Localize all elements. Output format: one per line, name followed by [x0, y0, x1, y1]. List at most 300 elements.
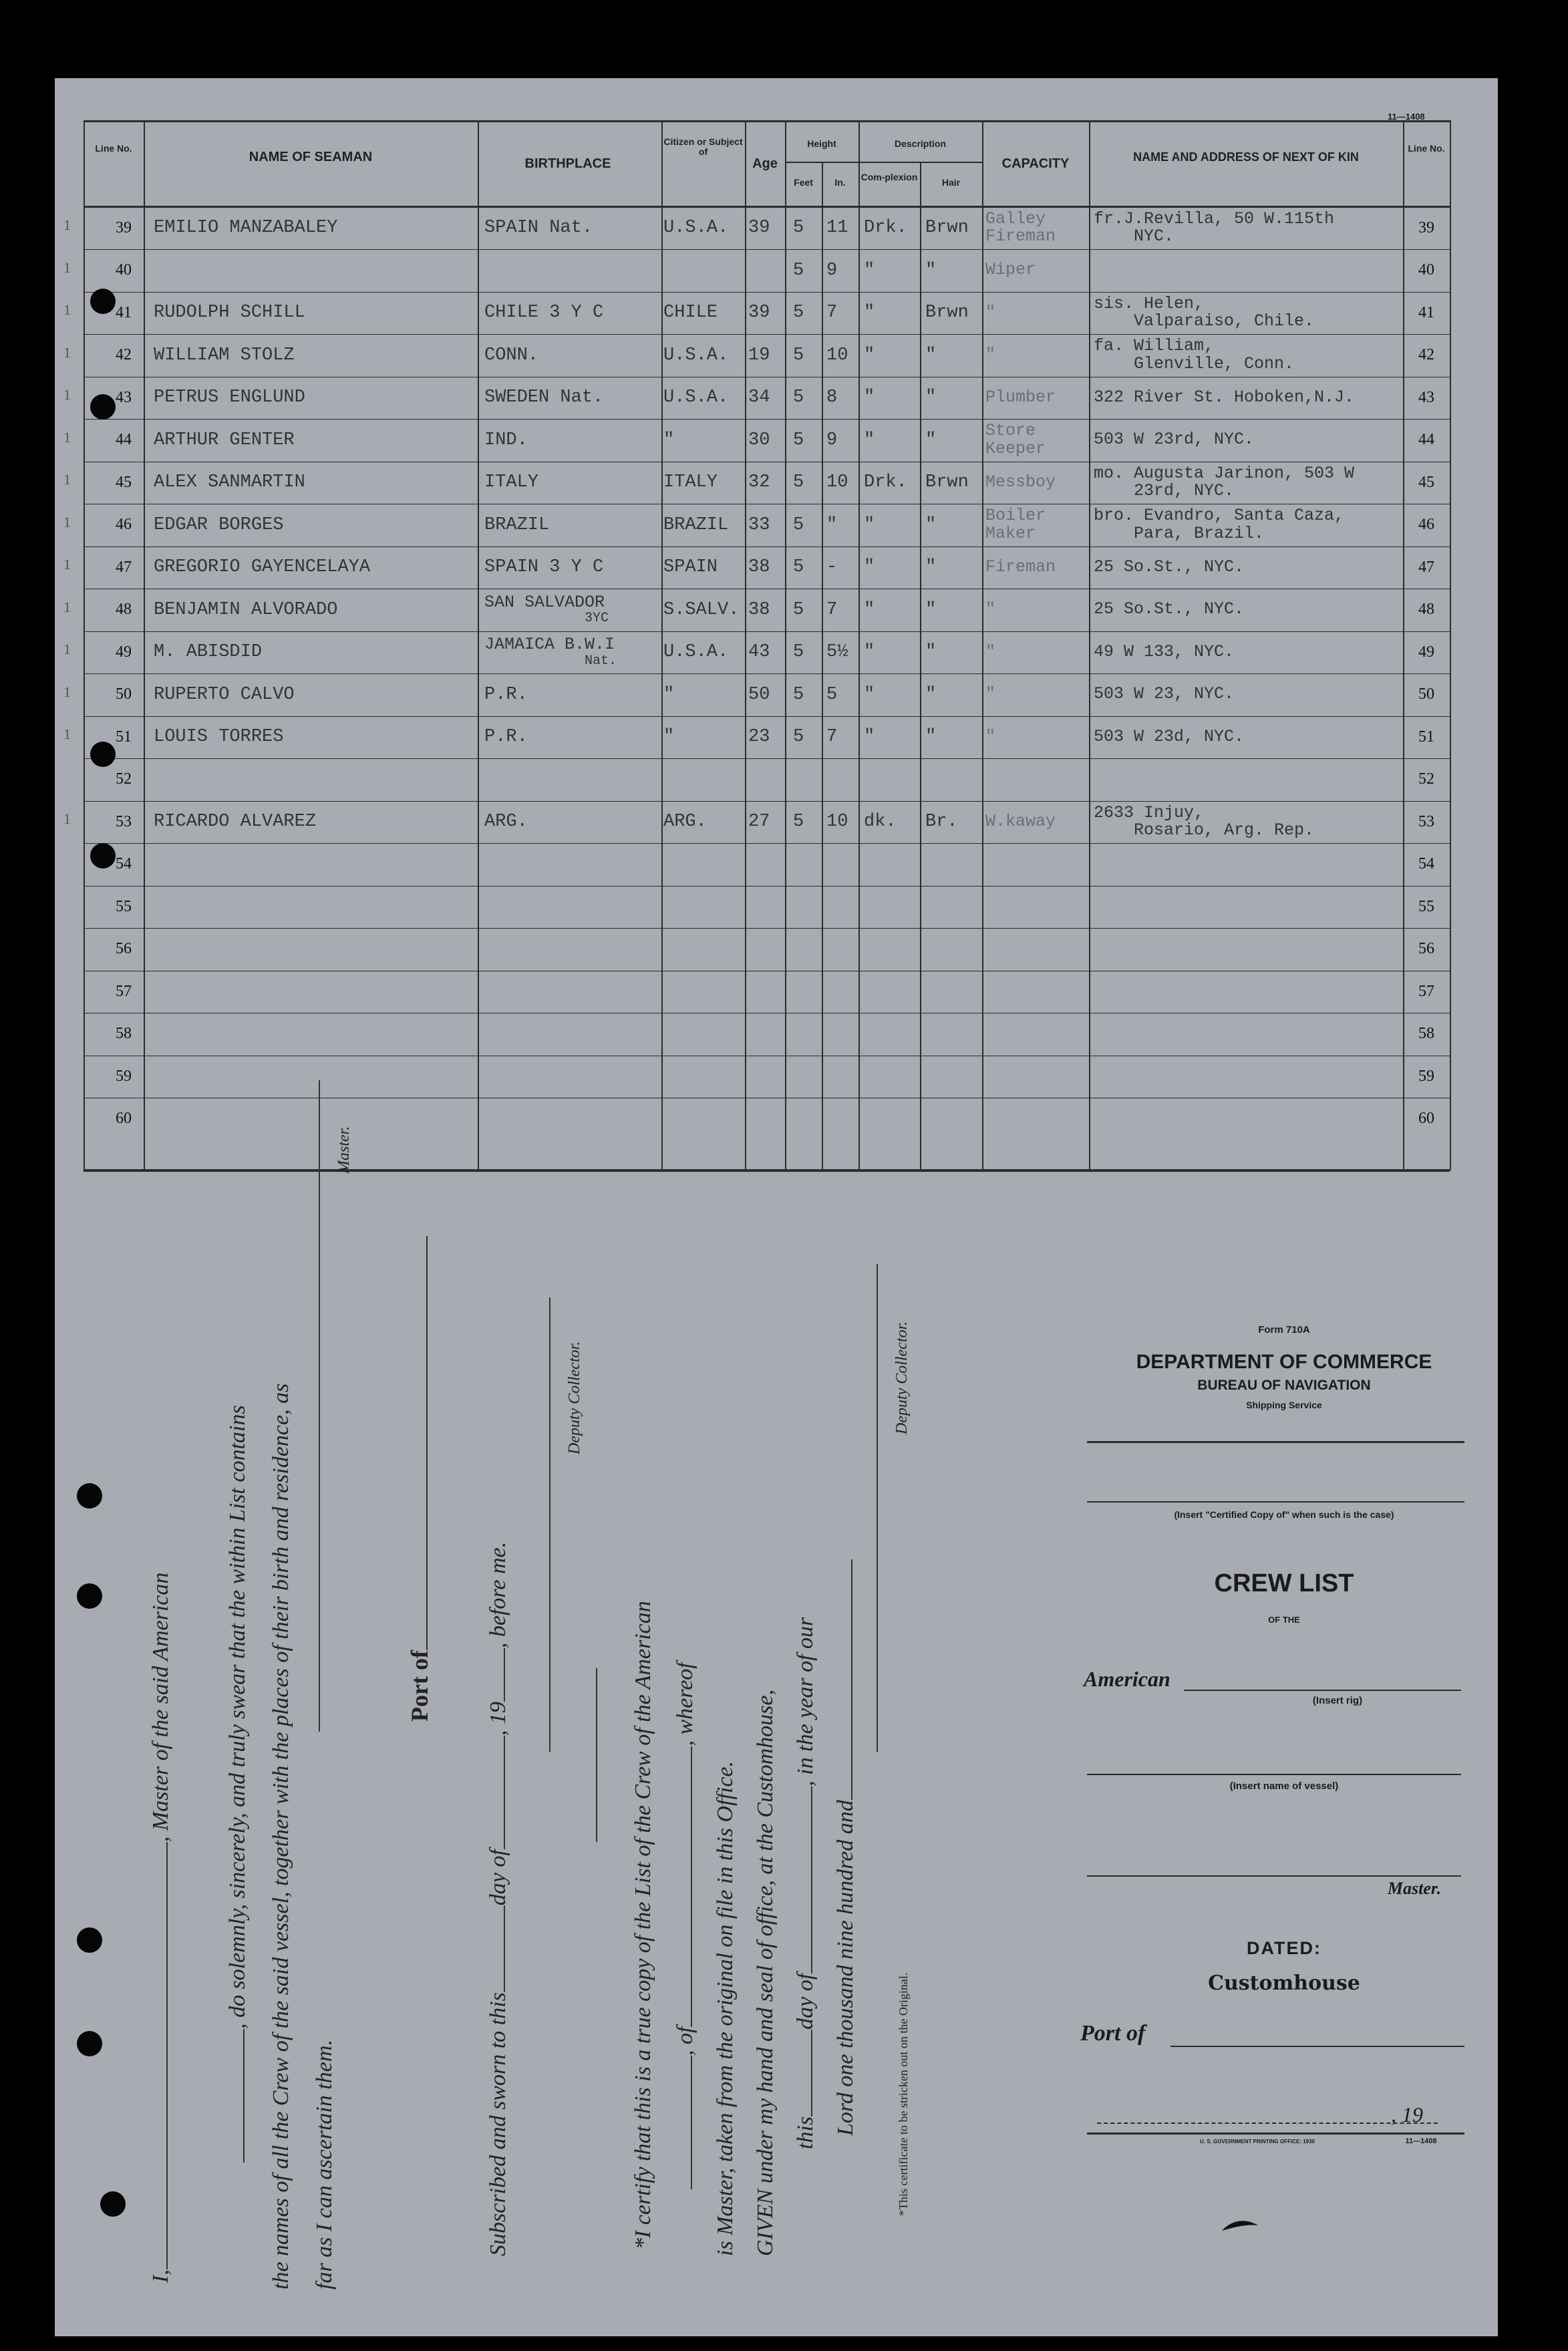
- cell-cit: BRAZIL: [663, 514, 729, 535]
- cell-next-of-kin: [1094, 1098, 1408, 1140]
- cell-capacity: [985, 1098, 1089, 1140]
- cell-comp: [864, 886, 920, 927]
- cell-comp: [864, 844, 920, 885]
- line-number-right: 44: [1418, 431, 1434, 448]
- header-citizen: Citizen or Subject of: [663, 136, 743, 157]
- cell-next-of-kin: [1094, 377, 1408, 418]
- cell-hair: ": [925, 642, 937, 662]
- cell-next-of-kin: [1094, 759, 1408, 800]
- line-number: 41: [116, 303, 132, 321]
- cell-next-of-kin: [1094, 801, 1408, 842]
- kin-kin1: fr.J.Revilla, 50 W.115th: [1094, 208, 1335, 228]
- cell-age: [748, 759, 785, 800]
- cell-birth: [484, 250, 661, 291]
- header-height: Height: [807, 138, 836, 149]
- cell-cit: [663, 844, 747, 885]
- table-row: [63, 589, 1473, 631]
- cell-in: 11: [826, 218, 848, 238]
- cell-cit: [663, 971, 747, 1012]
- form-number-top: 11—1408: [1388, 112, 1425, 122]
- capacity-cap1: ": [985, 345, 996, 365]
- capacity-cap1: Messboy: [985, 472, 1056, 492]
- line-number: 53: [116, 812, 132, 830]
- cell-comp: [864, 929, 920, 970]
- cell-name: [154, 1098, 474, 1140]
- cell-age: [748, 1013, 785, 1055]
- kin-kin1: 2633 Injuy,: [1094, 802, 1205, 822]
- line-number-right: 54: [1418, 855, 1434, 873]
- kin-kin1: 25 So.St., NYC.: [1094, 599, 1245, 619]
- birthplace-text: SAN SALVADOR: [484, 592, 605, 612]
- department-of-commerce: DEPARTMENT OF COMMERCE: [1136, 1351, 1432, 1373]
- line-number: 44: [116, 431, 132, 448]
- punch-hole: [90, 843, 116, 869]
- printing-office-note: U. S. GOVERNMENT PRINTING OFFICE: 1930: [1199, 2139, 1315, 2145]
- cell-next-of-kin: [1094, 1013, 1408, 1055]
- cell-next-of-kin: [1094, 886, 1408, 927]
- cell-comp: Drk.: [864, 472, 907, 492]
- kin-kin1: bro. Evandro, Santa Caza,: [1094, 506, 1345, 526]
- cell-in: -: [826, 557, 838, 577]
- capacity-cap1: Fireman: [985, 557, 1056, 577]
- cell-hair: Br.: [925, 812, 958, 832]
- cell-ft: [793, 929, 820, 970]
- kin-kin1: sis. Helen,: [1094, 293, 1205, 313]
- cell-ft: [793, 1013, 820, 1055]
- cell-ft: 5: [793, 642, 804, 662]
- port-of-label: Port of: [406, 1236, 434, 1722]
- header-description: Description: [894, 138, 946, 149]
- customhouse-label: Customhouse: [1208, 1972, 1360, 1995]
- cell-age: [748, 1098, 785, 1140]
- deputy-collector-1: Deputy Collector.: [566, 1341, 583, 1454]
- punch-hole: [77, 1583, 102, 1609]
- cell-capacity: [985, 929, 1089, 970]
- cell-capacity: [985, 250, 1089, 291]
- cell-ft: 5: [793, 514, 804, 535]
- cell-birth: [484, 631, 661, 673]
- oath-line-4: far as I can ascertain them.: [312, 2040, 337, 2290]
- cell-cit: U.S.A.: [663, 345, 729, 365]
- cell-age: [748, 886, 785, 927]
- line-number-right: 47: [1418, 558, 1434, 576]
- cell-age: [748, 971, 785, 1012]
- cell-name: EMILIO MANZABALEY: [154, 218, 338, 238]
- line-number: 54: [116, 855, 132, 873]
- cell-ft: 5: [793, 684, 804, 705]
- line-number: 49: [116, 643, 132, 661]
- header-age: Age: [752, 156, 778, 171]
- cell-in: 10: [826, 472, 848, 492]
- oath-master-label: Master.: [335, 1126, 353, 1174]
- cell-next-of-kin: [1094, 207, 1408, 249]
- cell-cit: ARG.: [663, 812, 707, 832]
- cell-in: 9: [826, 430, 838, 450]
- kin-kin2: Valparaiso, Chile.: [1134, 311, 1315, 331]
- capacity-cap1: ": [985, 641, 996, 661]
- table-row: [63, 504, 1473, 546]
- cell-cit: [663, 929, 747, 970]
- cell-name: [154, 844, 474, 885]
- capacity-cap1: ": [985, 684, 996, 704]
- cell-next-of-kin: [1094, 462, 1408, 503]
- cell-next-of-kin: [1094, 929, 1408, 970]
- line-number-right: 39: [1418, 218, 1434, 237]
- cert-line-4: GIVEN under my hand and seal of office, at the Customhouse,: [753, 1689, 778, 2256]
- cell-cit: U.S.A.: [663, 218, 729, 238]
- shipping-service: Shipping Service: [1246, 1400, 1322, 1410]
- cell-next-of-kin: [1094, 504, 1408, 546]
- cert-line-5: thisday of, in the year of our: [793, 1617, 818, 2149]
- capacity-cap1: ": [985, 302, 996, 322]
- cell-birth: SWEDEN Nat.: [484, 387, 604, 408]
- cell-ft: 5: [793, 557, 804, 577]
- cell-age: 27: [748, 812, 770, 832]
- cell-birth: [484, 759, 661, 800]
- line-number-right: 41: [1418, 303, 1434, 321]
- kin-kin1: 503 W 23d, NYC.: [1094, 726, 1245, 746]
- table-row: [63, 335, 1473, 376]
- line-number: 60: [116, 1110, 132, 1127]
- cell-birth: [484, 971, 661, 1012]
- cell-name: RUPERTO CALVO: [154, 684, 295, 705]
- kin-kin1: 322 River St. Hoboken,N.J.: [1094, 387, 1355, 407]
- cell-comp: ": [864, 345, 875, 365]
- crew-list-title: CREW LIST: [1214, 1569, 1354, 1597]
- cell-name: [154, 1013, 474, 1055]
- form-710a: Form 710A: [1258, 1324, 1310, 1336]
- capacity-cap1: W.kaway: [985, 811, 1056, 831]
- cert-line-6: Lord one thousand nine hundred and: [833, 1559, 858, 2136]
- cell-ft: [793, 886, 820, 927]
- tally-mark: 1: [63, 216, 71, 233]
- cell-ft: [793, 759, 820, 800]
- cell-ft: 5: [793, 599, 804, 620]
- line-number-right: 50: [1418, 685, 1434, 703]
- punch-hole: [90, 289, 116, 314]
- punch-hole: [77, 2031, 102, 2056]
- of-the-label: OF THE: [1268, 1615, 1300, 1625]
- cell-ft: 5: [793, 812, 804, 832]
- cell-birth: IND.: [484, 430, 528, 450]
- punch-hole: [100, 2191, 126, 2217]
- line-number-right: 51: [1418, 728, 1434, 746]
- cell-in: 7: [826, 303, 838, 323]
- cell-cit: CHILE: [663, 303, 718, 323]
- cell-next-of-kin: [1094, 631, 1408, 673]
- table-row: [63, 546, 1473, 588]
- cell-capacity: [985, 420, 1089, 461]
- punch-hole: [90, 742, 116, 767]
- cell-name: M. ABISDID: [154, 642, 263, 662]
- tally-mark: 1: [63, 301, 71, 318]
- kin-kin2: 23rd, NYC.: [1134, 481, 1235, 500]
- cell-comp: ": [864, 727, 875, 747]
- tally-mark: 1: [63, 428, 71, 446]
- cell-ft: [793, 844, 820, 885]
- oath-line-3: the names of all the Crew of the said vessel, together with the places of their birth and residence, as: [269, 1383, 293, 2290]
- cell-birth: CHILE 3 Y C: [484, 303, 604, 323]
- cell-age: 38: [748, 557, 770, 577]
- cell-next-of-kin: [1094, 971, 1408, 1012]
- kin-kin2: Glenville, Conn.: [1134, 353, 1295, 373]
- line-number-right: 57: [1418, 982, 1434, 1000]
- line-number: 58: [116, 1025, 132, 1042]
- insert-certified-copy-note: (Insert "Certified Copy of" when such is the case): [1174, 1509, 1394, 1520]
- table-row: [84, 929, 1473, 970]
- table-row: [63, 420, 1473, 461]
- cell-hair: [925, 844, 982, 885]
- insert-vessel-note: (Insert name of vessel): [1229, 1780, 1339, 1792]
- table-row: [63, 716, 1473, 758]
- capacity-cap2: Maker: [985, 523, 1036, 543]
- cover-year-label: , 19: [1391, 2102, 1423, 2127]
- table-row: [63, 674, 1473, 716]
- cell-name: RUDOLPH SCHILL: [154, 303, 305, 323]
- table-row: [84, 759, 1473, 800]
- cell-capacity: [985, 1013, 1089, 1055]
- cell-capacity: [985, 844, 1089, 885]
- cell-ft: 5: [793, 260, 804, 281]
- header-name: NAME OF SEAMAN: [249, 150, 373, 164]
- cell-in: 7: [826, 727, 838, 747]
- punch-hole: [90, 394, 116, 420]
- cell-birth: [484, 929, 661, 970]
- cell-name: [154, 971, 474, 1012]
- cell-birth: [484, 1098, 661, 1140]
- cell-hair: [925, 886, 982, 927]
- table-row: [63, 292, 1473, 333]
- cell-cit: U.S.A.: [663, 642, 729, 662]
- cell-capacity: [985, 207, 1089, 249]
- table-row: [84, 1098, 1473, 1140]
- cell-name: ALEX SANMARTIN: [154, 472, 305, 492]
- cell-cit: [663, 759, 747, 800]
- cell-comp: ": [864, 557, 875, 577]
- table-row: [84, 1013, 1473, 1055]
- cell-hair: Brwn: [925, 218, 969, 238]
- cell-birth: [484, 1013, 661, 1055]
- line-number-right: 40: [1418, 261, 1434, 279]
- cell-hair: ": [925, 260, 937, 281]
- cell-name: GREGORIO GAYENCELAYA: [154, 557, 371, 577]
- cell-birth: [484, 1056, 661, 1097]
- cell-age: 30: [748, 430, 770, 450]
- header-line-no-right: Line No.: [1408, 143, 1445, 154]
- cell-name: LOUIS TORRES: [154, 727, 284, 747]
- subscribed-line: Subscribed and sworn to thisday of, 19, before me.: [486, 1541, 510, 2256]
- line-number: 39: [116, 218, 132, 237]
- line-number: 46: [116, 516, 132, 533]
- cell-in: 10: [826, 345, 848, 365]
- oath-i: I,: [148, 2269, 173, 2283]
- cell-hair: ": [925, 557, 937, 577]
- tally-mark: 1: [63, 259, 71, 276]
- cell-cit: ITALY: [663, 472, 718, 492]
- line-number: 50: [116, 685, 132, 703]
- cell-capacity: [985, 462, 1089, 503]
- cell-in: [826, 1013, 856, 1055]
- cell-ft: 5: [793, 303, 804, 323]
- cell-in: [826, 886, 856, 927]
- cell-ft: 5: [793, 727, 804, 747]
- cell-age: [748, 250, 785, 291]
- header-line-no: Line No.: [95, 143, 132, 154]
- cell-cit: ": [663, 727, 675, 747]
- cell-age: 23: [748, 727, 770, 747]
- table-row: [84, 1056, 1473, 1097]
- oath-line-2: , do solemnly, sincerely, and truly swear that the within List contains: [225, 1405, 251, 2163]
- cell-hair: ": [925, 387, 937, 408]
- american-label: American: [1084, 1667, 1170, 1691]
- cell-comp: ": [864, 684, 875, 705]
- capacity-cap2: Keeper: [985, 438, 1046, 458]
- cell-in: [826, 1098, 856, 1140]
- cell-next-of-kin: [1094, 589, 1408, 631]
- cell-comp: ": [864, 642, 875, 662]
- cell-next-of-kin: [1094, 1056, 1408, 1097]
- cert-line-1: *I certify that this is a true copy of the List of the Crew of the American: [631, 1601, 655, 2249]
- cell-age: 38: [748, 599, 770, 620]
- capacity-cap1: ": [985, 726, 996, 746]
- cell-capacity: [985, 716, 1089, 758]
- tally-mark: 1: [63, 726, 71, 742]
- cell-name: PETRUS ENGLUND: [154, 387, 305, 408]
- cell-birth: [484, 589, 661, 631]
- cell-age: [748, 844, 785, 885]
- line-number: 57: [116, 982, 132, 1000]
- crew-list-sheet: [55, 78, 1498, 2336]
- cell-capacity: [985, 589, 1089, 631]
- tally-mark: 1: [63, 598, 71, 615]
- header-feet: Feet: [794, 177, 813, 188]
- cell-hair: [925, 971, 982, 1012]
- cell-cit: S.SALV.: [663, 599, 740, 620]
- cell-ft: 5: [793, 218, 804, 238]
- tally-mark: 1: [63, 641, 71, 657]
- cell-cit: U.S.A.: [663, 387, 729, 408]
- cell-capacity: [985, 1056, 1089, 1097]
- cell-name: BENJAMIN ALVORADO: [154, 599, 338, 620]
- cell-age: [748, 1056, 785, 1097]
- cell-next-of-kin: [1094, 335, 1408, 376]
- table-row: [63, 801, 1473, 842]
- cell-hair: [925, 1056, 982, 1097]
- cell-capacity: [985, 886, 1089, 927]
- cell-in: [826, 1056, 856, 1097]
- cell-comp: ": [864, 303, 875, 323]
- cell-capacity: [985, 335, 1089, 376]
- kin-kin1: 503 W 23, NYC.: [1094, 684, 1235, 704]
- cell-name: WILLIAM STOLZ: [154, 345, 295, 365]
- cell-in: 5½: [826, 642, 848, 662]
- oath-line-1: [148, 1573, 174, 2283]
- cell-capacity: [985, 504, 1089, 546]
- cell-comp: ": [864, 599, 875, 620]
- line-number-right: 58: [1418, 1025, 1434, 1042]
- cell-hair: [925, 759, 982, 800]
- line-number-right: 48: [1418, 601, 1434, 618]
- deputy-collector-2: Deputy Collector.: [893, 1321, 911, 1434]
- cert-line-2: , of, whereof: [673, 1662, 698, 2189]
- cell-cit: [663, 1056, 747, 1097]
- cell-age: 50: [748, 684, 770, 705]
- cell-hair: [925, 929, 982, 970]
- cell-hair: ": [925, 430, 937, 450]
- cell-birth: ITALY: [484, 472, 539, 492]
- kin-kin1: 49 W 133, NYC.: [1094, 641, 1235, 661]
- cell-next-of-kin: [1094, 546, 1408, 588]
- cell-birth: SPAIN Nat.: [484, 218, 593, 238]
- cell-age: 39: [748, 218, 770, 238]
- tally-mark: 1: [63, 683, 71, 700]
- bureau-of-navigation: BUREAU OF NAVIGATION: [1197, 1378, 1371, 1393]
- birthplace-text: JAMAICA B.W.I: [484, 635, 615, 655]
- cell-birth: P.R.: [484, 684, 528, 705]
- line-number: 52: [116, 770, 132, 788]
- cell-cit: [663, 1098, 747, 1140]
- kin-kin1: 503 W 23rd, NYC.: [1094, 430, 1255, 450]
- cell-comp: [864, 759, 920, 800]
- cell-in: [826, 759, 856, 800]
- cell-age: 19: [748, 345, 770, 365]
- cover-port-of-label: Port of: [1080, 2021, 1146, 2046]
- cell-cit: ": [663, 684, 675, 705]
- cell-capacity: [985, 674, 1089, 716]
- cell-next-of-kin: [1094, 420, 1408, 461]
- header-complexion: Com-plexion: [860, 172, 918, 182]
- cell-in: 5: [826, 684, 838, 705]
- certificate-footnote: *This certificate to be stricken out on the Original.: [897, 1972, 910, 2216]
- oath-master-of: , Master of the said American: [148, 1572, 173, 1843]
- cert-line-3: is Master, taken from the original on file in this Office.: [713, 1760, 738, 2256]
- table-row: [63, 462, 1473, 503]
- cell-comp: [864, 1056, 920, 1097]
- cell-capacity: [985, 546, 1089, 588]
- cell-comp: ": [864, 387, 875, 408]
- cell-hair: ": [925, 684, 937, 705]
- line-number-right: 60: [1418, 1110, 1434, 1127]
- line-number: 47: [116, 558, 132, 576]
- line-number-right: 49: [1418, 643, 1434, 661]
- line-number-right: 52: [1418, 770, 1434, 788]
- cell-cit: [663, 886, 747, 927]
- cell-age: 33: [748, 514, 770, 535]
- header-next-of-kin: NAME AND ADDRESS OF NEXT OF KIN: [1133, 150, 1359, 164]
- table-row: [63, 250, 1473, 291]
- cell-comp: ": [864, 430, 875, 450]
- line-number: 40: [116, 261, 132, 279]
- cell-in: [826, 844, 856, 885]
- cell-hair: ": [925, 727, 937, 747]
- cell-ft: [793, 1056, 820, 1097]
- cell-birth: P.R.: [484, 727, 528, 747]
- capacity-cap1: Wiper: [985, 260, 1036, 280]
- cell-ft: 5: [793, 345, 804, 365]
- cell-next-of-kin: [1094, 674, 1408, 716]
- capacity-cap1: Plumber: [985, 387, 1056, 407]
- cell-cit: [663, 250, 747, 291]
- punch-hole: [77, 1927, 102, 1953]
- cell-hair: Brwn: [925, 472, 969, 492]
- kin-kin2: Rosario, Arg. Rep.: [1134, 820, 1315, 840]
- cell-ft: 5: [793, 387, 804, 408]
- cell-comp: ": [864, 260, 875, 281]
- line-number-right: 43: [1418, 388, 1434, 406]
- table-row: [84, 971, 1473, 1012]
- line-number-right: 56: [1418, 940, 1434, 957]
- cell-cit: SPAIN: [663, 557, 718, 577]
